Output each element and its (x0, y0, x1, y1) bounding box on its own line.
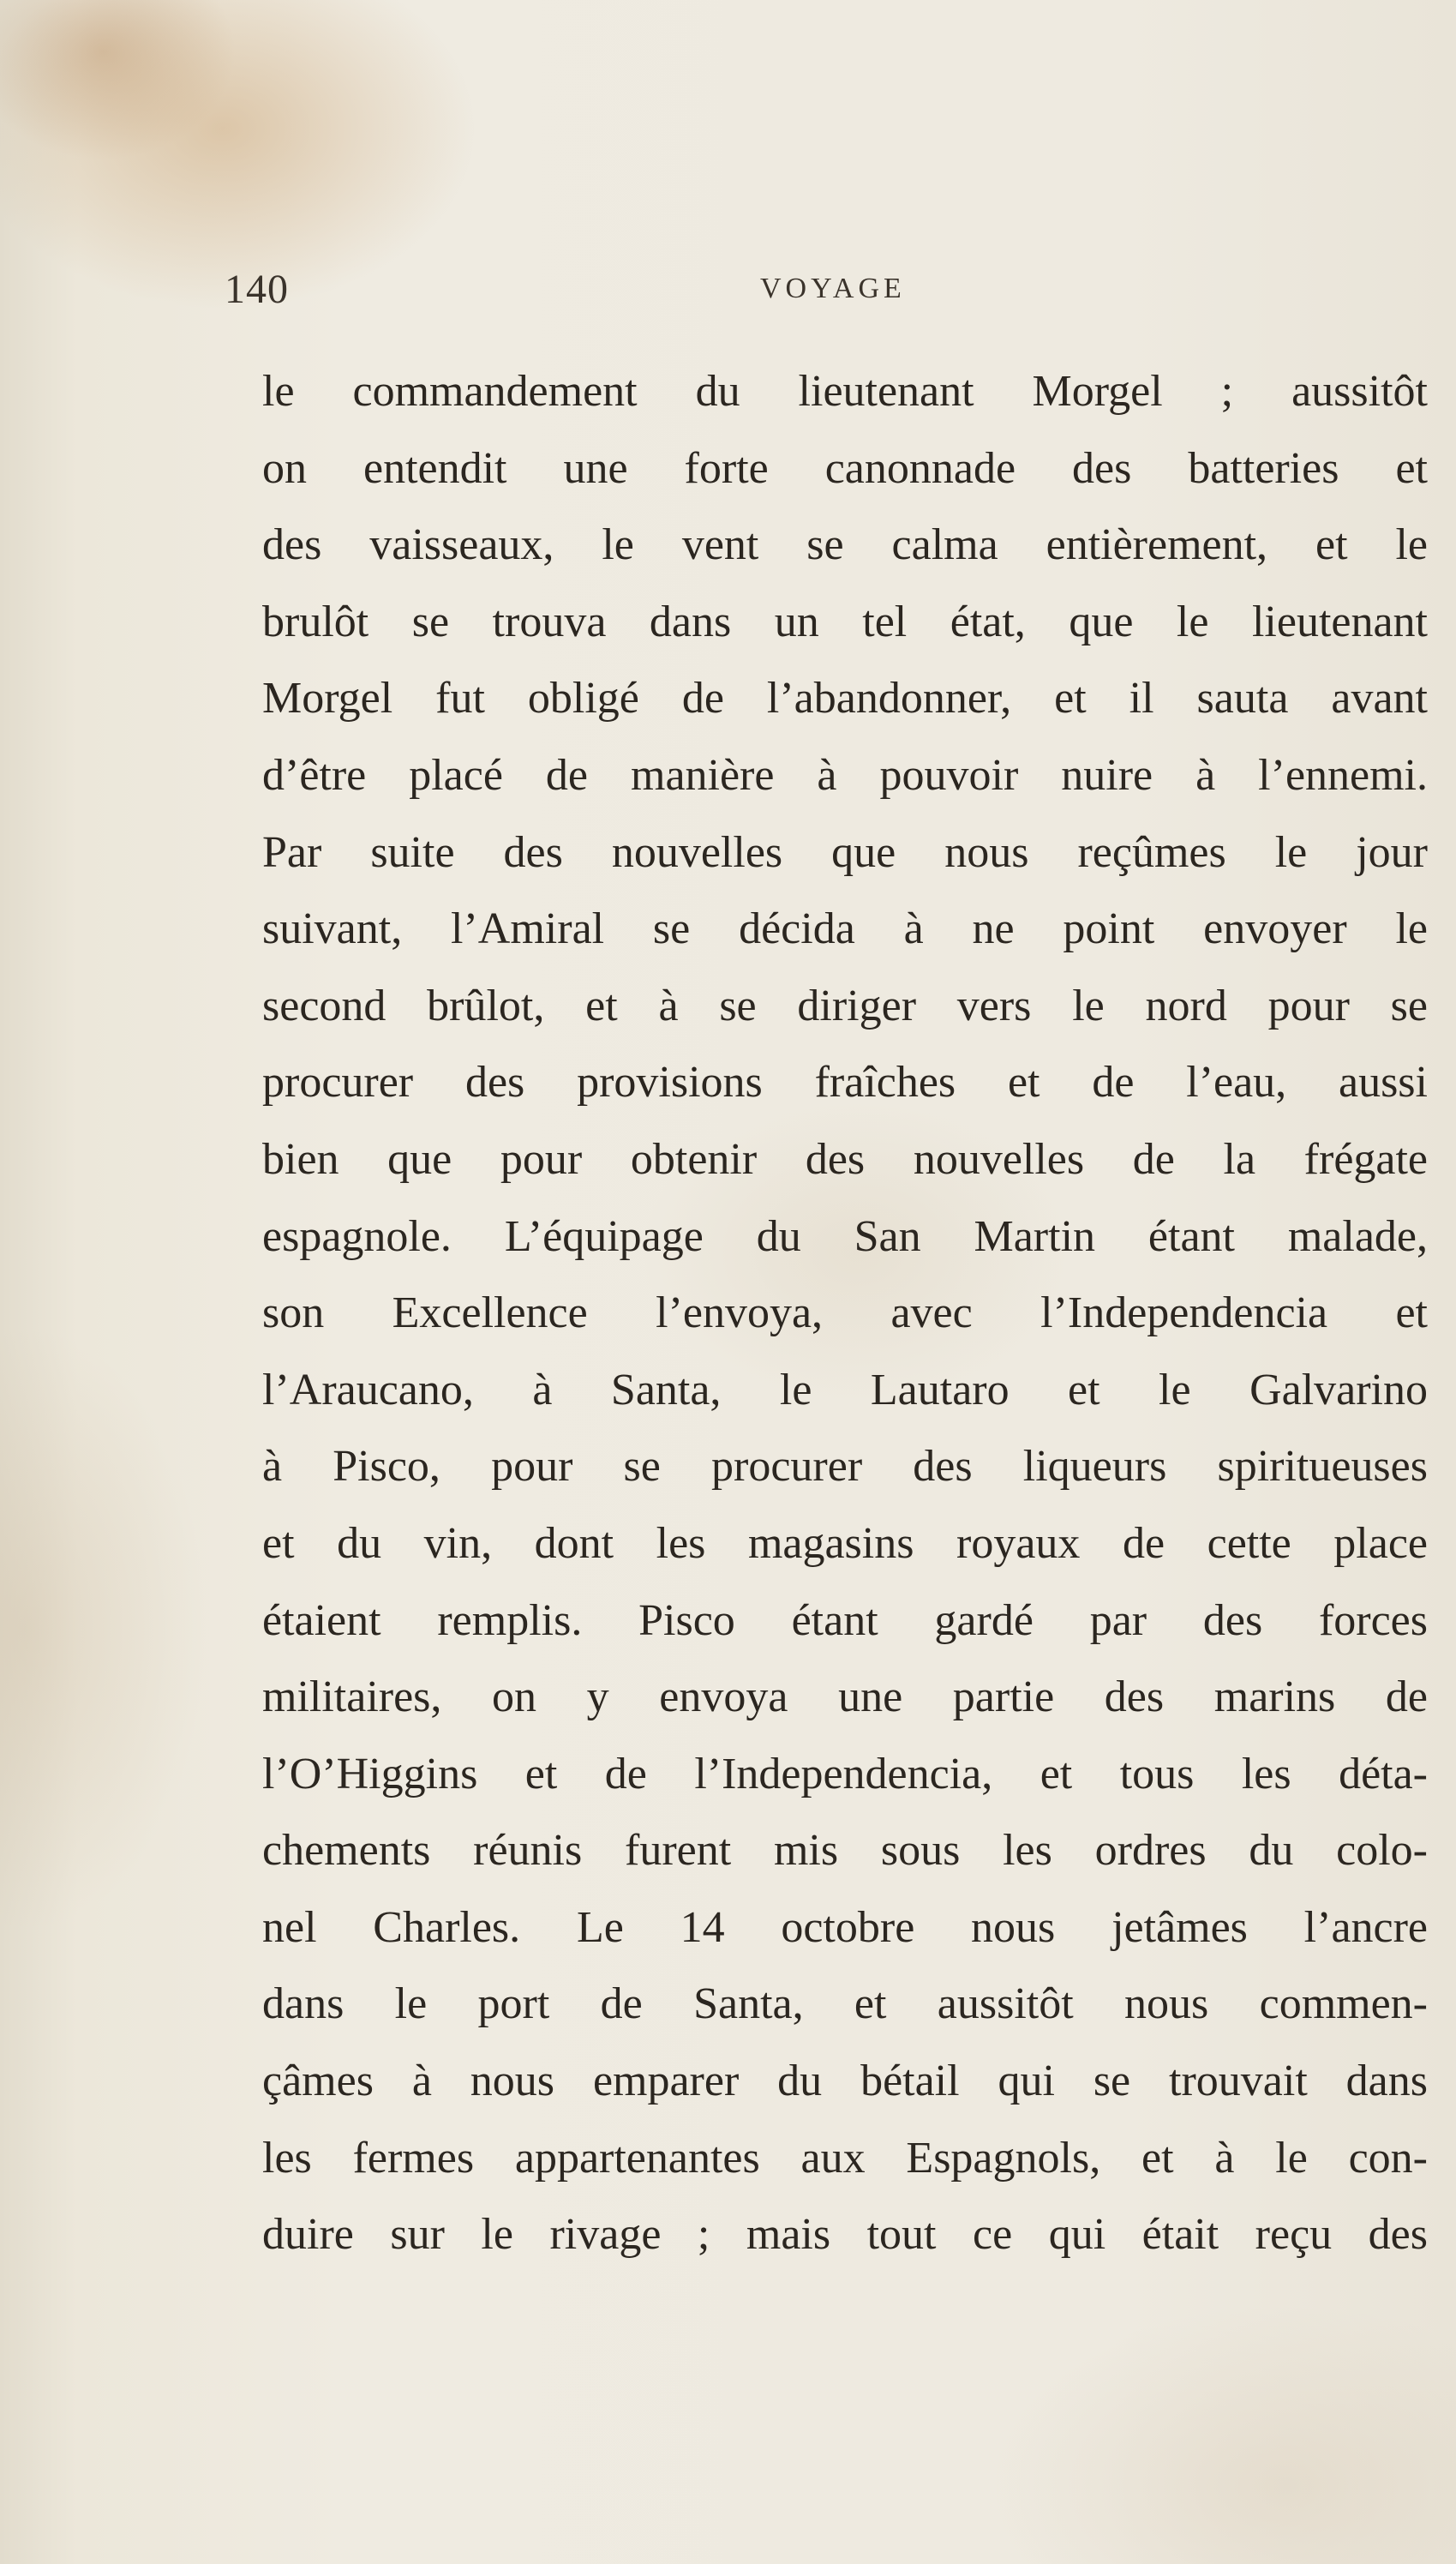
text-line: nel Charles. Le 14 octobre nous jetâmes l’ancre (262, 1902, 1428, 1952)
page-number: 140 (225, 267, 289, 312)
text-line: suivant, l’Amiral se décida à ne point envoyer le (262, 904, 1428, 954)
text-line: étaient remplis. Pisco étant gardé par des forces (262, 1595, 1428, 1645)
text-line: à Pisco, pour se procurer des liqueurs spiritueuses (262, 1442, 1428, 1492)
text-line: et du vin, dont les magasins royaux de cette place (262, 1518, 1428, 1568)
text-line: son Excellence l’envoya, avec l’Independencia et (262, 1288, 1428, 1338)
text-line: l’Araucano, à Santa, le Lautaro et le Galvarino (262, 1365, 1428, 1414)
text-line: brulôt se trouva dans un tel état, que le lieutenant (262, 597, 1428, 646)
text-line: çâmes à nous emparer du bétail qui se trouvait dans (262, 2057, 1428, 2106)
text-line: dans le port de Santa, et aussitôt nous commen- (262, 1979, 1428, 2029)
text-line: procurer des provisions fraîches et de l’eau, aussi (262, 1058, 1428, 1108)
text-line: espagnole. L’équipage du San Martin étant malade, (262, 1211, 1428, 1261)
text-line: Morgel fut obligé de l’abandonner, et il sauta avant (262, 674, 1428, 724)
text-line: second brûlot, et à se diriger vers le nord pour se (262, 981, 1428, 1030)
body-text (262, 353, 1428, 2273)
text-line: les fermes appartenantes aux Espagnols, et à le con- (262, 2133, 1428, 2183)
text-line: des vaisseaux, le vent se calma entièrement, et le (262, 520, 1428, 570)
text-line: on entendit une forte canonnade des batteries et (262, 443, 1428, 493)
text-line: l’O’Higgins et de l’Independencia, et tous les déta- (262, 1749, 1428, 1798)
text-line: duire sur le rivage ; mais tout ce qui était reçu des (262, 2210, 1428, 2260)
text-line: militaires, on y envoya une partie des marins de (262, 1672, 1428, 1722)
text-line: le commandement du lieutenant Morgel ; aussitôt (262, 367, 1428, 416)
text-line: Par suite des nouvelles que nous reçûmes le jour (262, 827, 1428, 877)
text-line: bien que pour obtenir des nouvelles de la frégate (262, 1134, 1428, 1184)
text-line: d’être placé de manière à pouvoir nuire à l’ennemi. (262, 750, 1428, 800)
running-head (225, 257, 1441, 326)
running-title: VOYAGE (760, 273, 906, 304)
text-line: chements réunis furent mis sous les ordres du colo- (262, 1826, 1428, 1876)
